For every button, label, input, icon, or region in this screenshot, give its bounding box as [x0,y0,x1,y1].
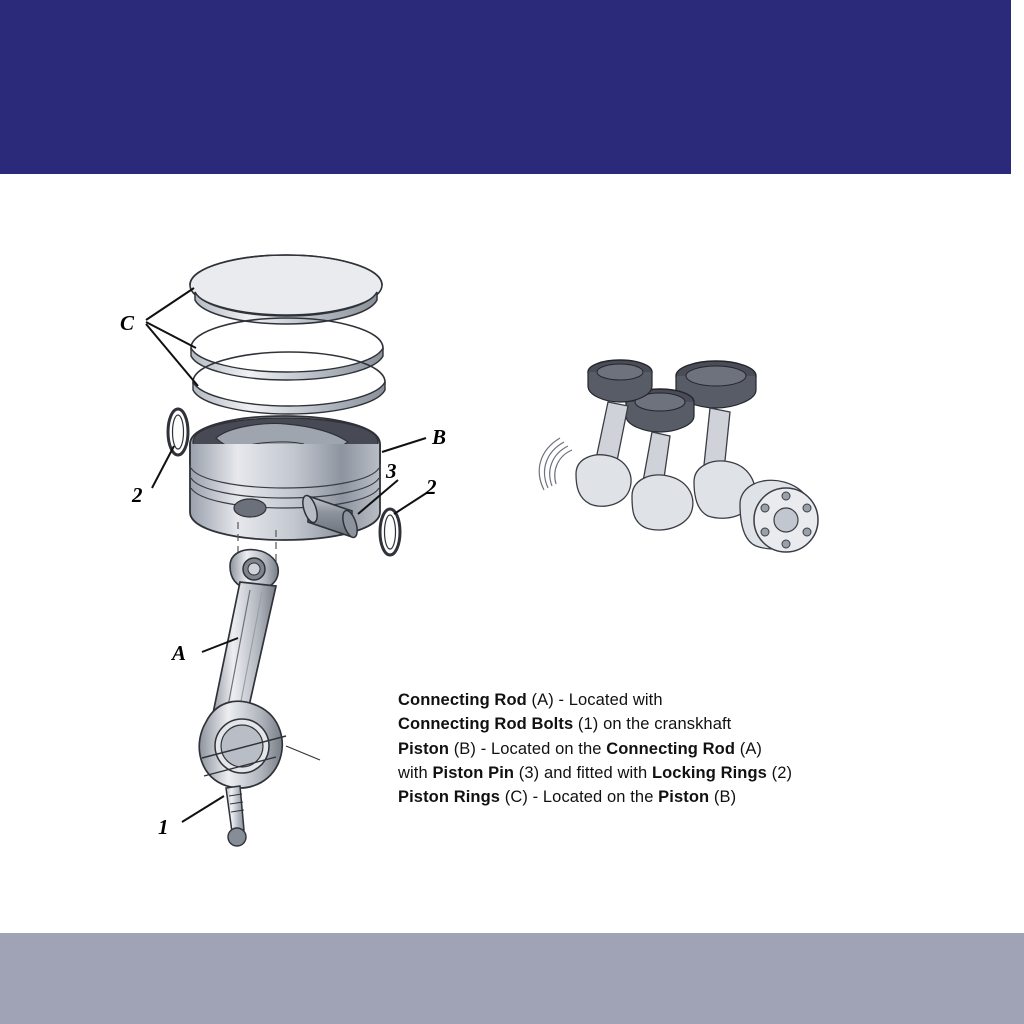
caption-term: Piston Rings [398,788,501,807]
caption-line [398,785,868,809]
callout-C: C [120,311,135,335]
caption-term: Connecting Rod [606,739,736,758]
callout-3: 3 [386,459,397,483]
callout-B: B [432,425,447,449]
caption-text: (B) - Located on the [449,739,607,758]
caption-term: Piston [658,788,710,807]
header-band [0,0,1011,174]
part-piston-rings [120,255,385,414]
footer-band [0,933,1024,1024]
callout-2-left: 2 [132,483,143,507]
caption-term: Piston [398,739,450,758]
caption-text: (C) - Located on the [500,788,659,807]
figure-caption [398,688,868,809]
caption-text: with [398,763,433,782]
caption-text: (B) [709,788,737,807]
part-connecting-rod [170,550,320,788]
callout-A: A [172,641,187,665]
callout-2-right: 2 [426,475,437,499]
caption-text: (1) on the cranskhaft [573,715,732,734]
caption-term: Locking Rings [651,763,767,782]
caption-line [398,737,868,761]
caption-text: (A) - Located with [526,691,663,709]
part-locking-ring-left [131,409,188,507]
caption-term: Connecting Rod Bolts [398,715,574,734]
caption-text: (2) [766,763,793,782]
caption-line [398,688,868,712]
caption-term: Connecting Rod [398,691,527,709]
caption-line [398,712,868,736]
caption-text: (A) [735,739,763,758]
caption-text: (3) and fitted with [514,763,652,782]
part-connecting-rod-bolt [158,786,246,846]
caption-term: Piston Pin [432,763,515,782]
crankshaft-assembly [539,360,818,552]
callout-1: 1 [158,815,169,839]
caption-line [398,761,868,785]
